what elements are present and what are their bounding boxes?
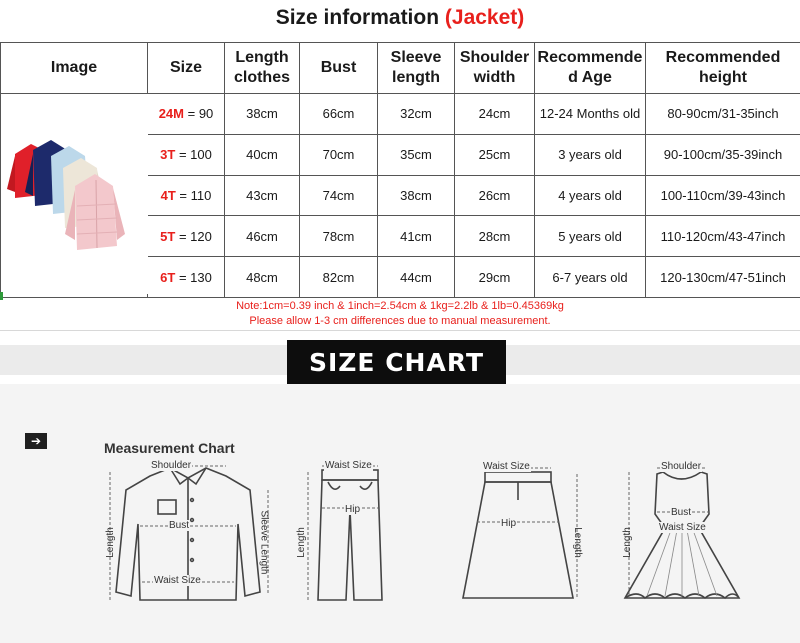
size-eq: = 110	[175, 187, 212, 203]
shoulder-cell: 24cm	[455, 94, 535, 135]
pants-diagram	[300, 460, 400, 610]
size-notes	[0, 299, 800, 329]
note-line-1: Note:1cm=0.39 inch & 1inch=2.54cm & 1kg=2.2lb & 1lb=0.45369kg	[236, 300, 564, 312]
skirt-length-label: Length	[571, 527, 583, 558]
skirt-diagram	[455, 460, 585, 610]
age-cell: 12-24 Months old	[535, 94, 646, 135]
size-cell	[148, 175, 225, 216]
height-cell: 110-120cm/43-47inch	[646, 216, 800, 257]
header-age: Recommende d Age	[535, 43, 646, 94]
age-cell: 3 years old	[535, 134, 646, 175]
dress-length-label: Length	[621, 527, 633, 558]
height-cell: 90-100cm/35-39inch	[646, 134, 800, 175]
bust-cell: 78cm	[300, 216, 378, 257]
shirt-diagram	[100, 460, 275, 610]
length-cell: 48cm	[225, 257, 300, 298]
note-line-2: Please allow 1-3 cm differences due to manual measurement.	[249, 315, 551, 327]
age-cell: 6-7 years old	[535, 257, 646, 298]
arrow-right-icon: ➔	[25, 433, 47, 449]
size-eq: = 130	[175, 269, 212, 285]
header-height: Recommended height	[646, 43, 800, 94]
shirt-length-label: Length	[104, 527, 116, 558]
length-cell: 38cm	[225, 94, 300, 135]
height-cell: 120-130cm/47-51inch	[646, 257, 800, 298]
title-main: Size information	[275, 6, 440, 29]
size-cell	[148, 94, 225, 135]
shoulder-cell: 25cm	[455, 134, 535, 175]
sleeve-cell: 38cm	[378, 175, 455, 216]
size-cell	[148, 134, 225, 175]
size-table	[0, 42, 800, 298]
size-code: 6T	[160, 269, 176, 285]
shirt-waist-label: Waist Size	[154, 575, 201, 586]
dress-waist-label: Waist Size	[659, 522, 706, 533]
bust-cell: 70cm	[300, 134, 378, 175]
size-eq: = 120	[175, 228, 212, 244]
jacket-image	[1, 94, 148, 294]
size-cell	[148, 216, 225, 257]
size-cell	[148, 257, 225, 298]
header-sleeve: Sleeve length	[378, 43, 455, 94]
section-divider	[0, 330, 800, 331]
header-length: Length clothes	[225, 43, 300, 94]
sleeve-cell: 35cm	[378, 134, 455, 175]
shoulder-cell: 29cm	[455, 257, 535, 298]
skirt-hip-label: Hip	[501, 518, 517, 529]
length-cell: 43cm	[225, 175, 300, 216]
bust-cell: 82cm	[300, 257, 378, 298]
shirt-sleeve-label: Sleeve Length	[258, 510, 270, 575]
shoulder-cell: 28cm	[455, 216, 535, 257]
dress-shoulder-label: Shoulder	[661, 461, 702, 472]
size-eq: = 100	[175, 147, 212, 163]
shirt-shoulder-label: Shoulder	[151, 460, 192, 471]
page-title	[0, 6, 800, 30]
table-row	[1, 94, 800, 135]
dress-bust-label: Bust	[671, 507, 692, 518]
shirt-bust-label: Bust	[169, 520, 190, 531]
shoulder-cell: 26cm	[455, 175, 535, 216]
size-code: 5T	[160, 228, 176, 244]
measurement-chart-title: Measurement Chart	[104, 440, 235, 456]
size-eq: = 90	[184, 106, 214, 122]
header-size: Size	[148, 43, 225, 94]
age-cell: 4 years old	[535, 175, 646, 216]
height-cell: 100-110cm/39-43inch	[646, 175, 800, 216]
sleeve-cell: 41cm	[378, 216, 455, 257]
age-cell: 5 years old	[535, 216, 646, 257]
skirt-waist-label: Waist Size	[483, 461, 530, 472]
sleeve-cell: 44cm	[378, 257, 455, 298]
pants-length-label: Length	[295, 527, 307, 558]
height-cell: 80-90cm/31-35inch	[646, 94, 800, 135]
pants-waist-label: Waist Size	[325, 460, 372, 471]
length-cell: 46cm	[225, 216, 300, 257]
length-cell: 40cm	[225, 134, 300, 175]
bust-cell: 66cm	[300, 94, 378, 135]
bust-cell: 74cm	[300, 175, 378, 216]
jacket-product-image	[1, 94, 148, 298]
header-shoulder: Shoulder width	[455, 43, 535, 94]
size-code: 24M	[158, 106, 184, 122]
title-accent: (Jacket)	[444, 6, 525, 29]
header-image: Image	[1, 43, 148, 94]
size-code: 4T	[160, 187, 176, 203]
size-code: 3T	[160, 147, 176, 163]
header-bust: Bust	[300, 43, 378, 94]
table-header-row	[1, 43, 800, 94]
sleeve-cell: 32cm	[378, 94, 455, 135]
pants-hip-label: Hip	[345, 504, 361, 515]
size-chart-banner: SIZE CHART	[287, 340, 506, 384]
dress-diagram	[615, 460, 755, 610]
